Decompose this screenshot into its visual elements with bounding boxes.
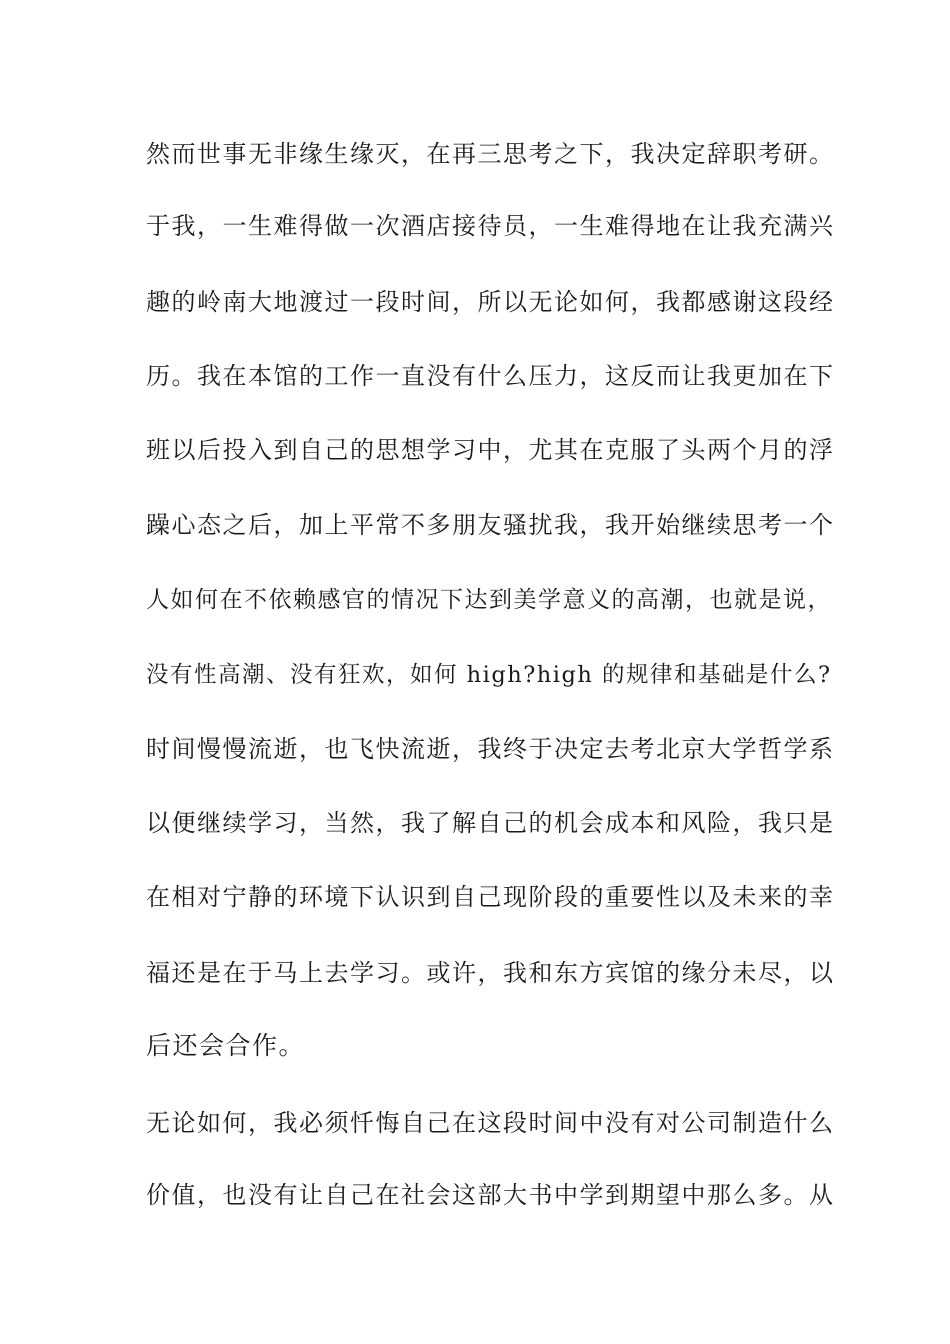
text-line: 价值，也没有让自己在社会这部大书中学到期望中那么多。从 xyxy=(146,1181,835,1209)
text-line: 历。我在本馆的工作一直没有什么压力，这反而让我更加在下 xyxy=(146,362,835,390)
text-line: 趣的岭南大地渡过一段时间，所以无论如何，我都感谢这段经 xyxy=(146,288,835,316)
text-line: 班以后投入到自己的思想学习中，尤其在克服了头两个月的浮 xyxy=(146,436,835,464)
text-line: 后还会合作。 xyxy=(146,1031,306,1060)
text-line: 以便继续学习，当然，我了解自己的机会成本和风险，我只是 xyxy=(146,809,835,837)
text-line: 福还是在于马上去学习。或许，我和东方宾馆的缘分未尽，以 xyxy=(146,959,835,987)
text-line: 时间慢慢流逝，也飞快流逝，我终于决定去考北京大学哲学系 xyxy=(146,735,835,763)
text-line: 人如何在不依赖感官的情况下达到美学意义的高潮，也就是说， xyxy=(146,587,832,613)
text-line: 然而世事无非缘生缘灭，在再三思考之下，我决定辞职考研。 xyxy=(146,140,835,168)
text-line: 无论如何，我必须忏悔自己在这段时间中没有对公司制造什么 xyxy=(146,1109,835,1137)
text-line: 在相对宁静的环境下认识到自己现阶段的重要性以及未来的幸 xyxy=(146,883,835,911)
text-line: 于我，一生难得做一次酒店接待员，一生难得地在让我充满兴 xyxy=(146,212,835,240)
text-line: 躁心态之后，加上平常不多朋友骚扰我，我开始继续思考一个 xyxy=(146,511,835,539)
text-line: 没有性高潮、没有狂欢，如何 high?high 的规律和基础是什么? xyxy=(146,662,832,688)
